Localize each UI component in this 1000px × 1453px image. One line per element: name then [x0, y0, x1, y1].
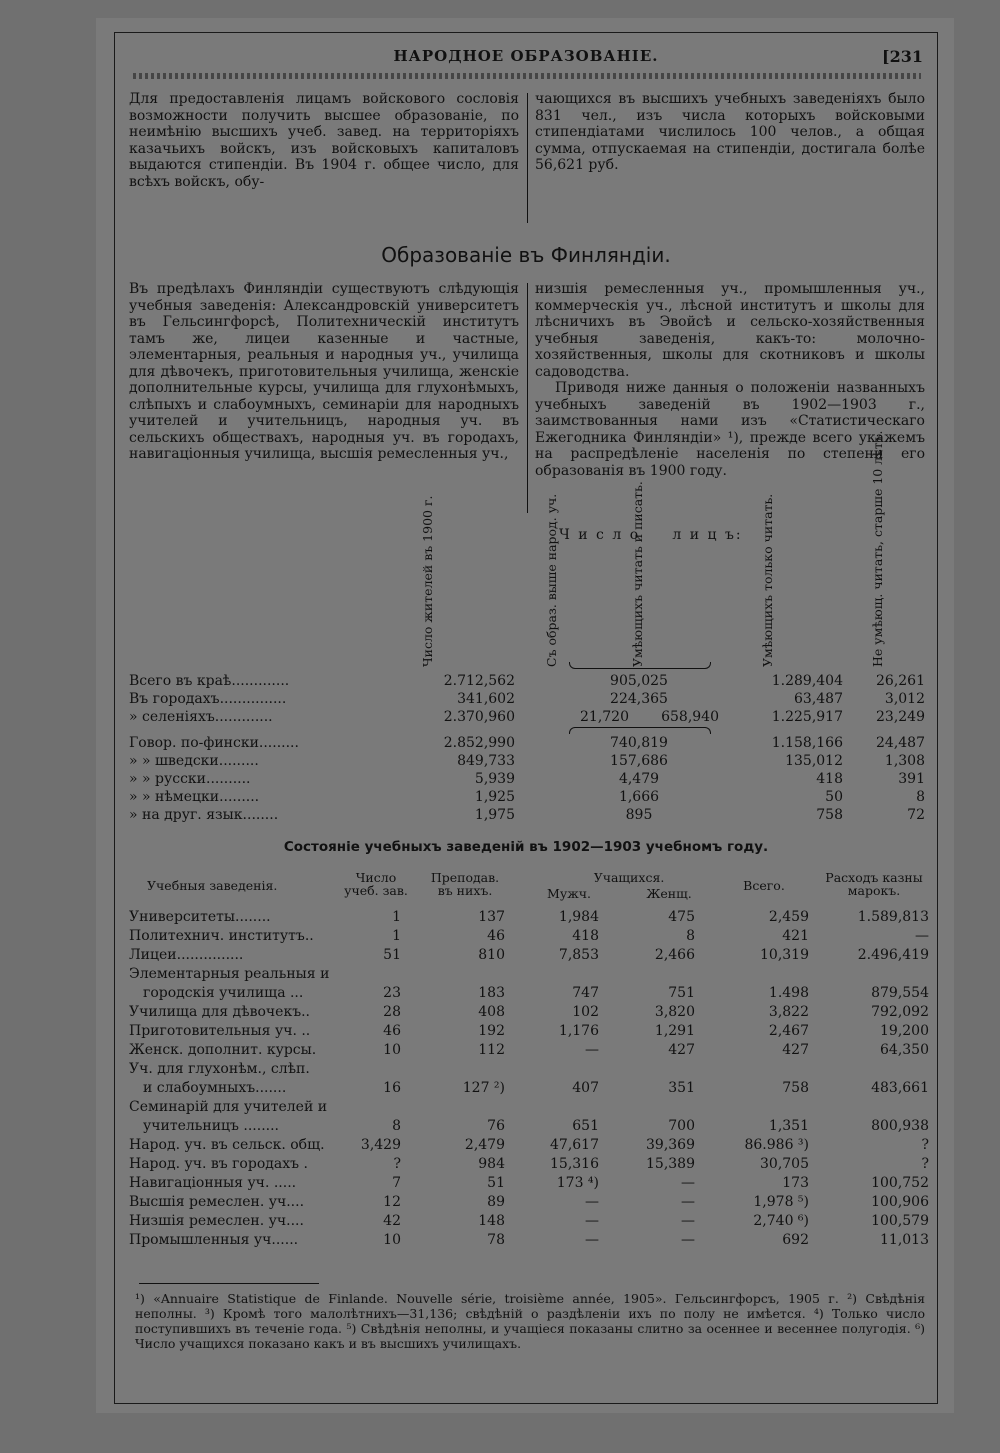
- cell-pop: 2.712,562: [443, 673, 515, 689]
- table-row: [129, 1232, 949, 1252]
- cell-count: 10: [383, 1042, 401, 1058]
- cell-read: 50: [825, 789, 843, 805]
- table1-group-header: Ч и с л о л и ц ъ:: [559, 527, 743, 543]
- cell-male: 1,984: [558, 909, 599, 925]
- cell-teachers: 408: [478, 1004, 505, 1020]
- cell-merged: 4,479: [618, 771, 660, 787]
- cell-pop: 341,602: [457, 691, 515, 707]
- cell-teachers: 46: [487, 928, 505, 944]
- cell-total: 758: [782, 1080, 809, 1096]
- cell-count: 46: [383, 1023, 401, 1039]
- cell-total: 1,351: [768, 1118, 809, 1134]
- cell-expense: 1.589,813: [857, 909, 929, 925]
- cell-female: —: [681, 1194, 695, 1210]
- table-row: [129, 1004, 949, 1024]
- cell-count: 16: [383, 1080, 401, 1096]
- table1-header-illit: Не умѣющ. читать, старше 10 лѣтъ.: [870, 430, 885, 667]
- cell-male: 15,316: [550, 1156, 599, 1172]
- cell-count: 51: [383, 947, 401, 963]
- finland-right-column: [535, 281, 925, 479]
- cell-count: 12: [383, 1194, 401, 1210]
- table-row: [129, 1175, 949, 1195]
- cell-expense: 11,013: [880, 1232, 929, 1248]
- institution-name: Высшія ремеслен. уч....: [129, 1194, 305, 1210]
- table1-header-write: Умѣющихъ читать и писать.: [630, 481, 645, 667]
- table-row: [129, 1194, 949, 1214]
- cell-pop: 1,975: [474, 807, 515, 823]
- institution-name: Элементарныя реальныя и: [129, 966, 330, 982]
- cell-female: 8: [686, 928, 695, 944]
- cell-female: 427: [668, 1042, 695, 1058]
- row-label: » на друг. язык........: [129, 807, 279, 823]
- literacy-table: [129, 430, 929, 827]
- cell-pop: 2.370,960: [443, 709, 515, 725]
- cell-pop: 5,939: [474, 771, 515, 787]
- cell-male: 1,176: [558, 1023, 599, 1039]
- institution-name: Народ. уч. въ городахъ .: [129, 1156, 308, 1172]
- cell-female: 475: [668, 909, 695, 925]
- institution-name: Промышленныя уч......: [129, 1232, 299, 1248]
- cell-expense: 64,350: [880, 1042, 929, 1058]
- cell-total: 692: [782, 1232, 809, 1248]
- institution-name: Училища для дѣвочекъ..: [129, 1004, 311, 1020]
- cell-count: 10: [383, 1232, 401, 1248]
- row-label: » » нѣмецки.........: [129, 789, 260, 805]
- col-header-female: Женщ.: [646, 886, 692, 901]
- cell-read: 418: [816, 771, 843, 787]
- cell-illit: 26,261: [876, 673, 925, 689]
- cell-teachers: 192: [478, 1023, 505, 1039]
- cell-total: 2,459: [768, 909, 809, 925]
- cell-count: 28: [383, 1004, 401, 1020]
- cell-count: 7: [392, 1175, 401, 1191]
- institution-name: Женск. дополнит. курсы.: [129, 1042, 317, 1058]
- running-header: НАРОДНОЕ ОБРАЗОВАНІЕ.: [393, 47, 659, 65]
- cell-teachers: 2,479: [464, 1137, 505, 1153]
- cell-total: 30,705: [760, 1156, 809, 1172]
- cell-count: ?: [393, 1156, 401, 1172]
- cell-illit: 1,308: [884, 753, 925, 769]
- row-label: » селеніяхъ.............: [129, 709, 273, 725]
- institution-name: Народ. уч. въ сельск. общ.: [129, 1137, 325, 1153]
- cell-read: 135,012: [785, 753, 843, 769]
- row-brace: [569, 727, 711, 734]
- column-divider: [527, 93, 528, 223]
- institution-name: Навигаціонныя уч. .....: [129, 1175, 297, 1191]
- row-label: Въ городахъ...............: [129, 691, 287, 707]
- col-header-count: Число учеб. зав.: [344, 870, 408, 898]
- col-header-teachers: Преподав. въ нихъ.: [430, 870, 500, 898]
- row-label: » » шведски.........: [129, 753, 259, 769]
- table-row-continuation: [129, 1118, 949, 1138]
- cell-total: 2,740 ⁶): [753, 1213, 809, 1229]
- cell-expense: ?: [921, 1137, 929, 1153]
- cell-male: —: [585, 1042, 599, 1058]
- table-row: [129, 928, 949, 948]
- cell-illit: 23,249: [876, 709, 925, 725]
- institution-name: Приготовительныя уч. ..: [129, 1023, 311, 1039]
- cell-expense: 792,092: [871, 1004, 929, 1020]
- table-row: [129, 1137, 949, 1157]
- col-header-male: Мужч.: [547, 886, 591, 901]
- table-row: [129, 789, 929, 807]
- table-row-continuation: [129, 1080, 949, 1100]
- cell-illit: 24,487: [876, 735, 925, 751]
- cell-pop: 2.852,990: [443, 735, 515, 751]
- table-row: [129, 709, 929, 727]
- table-row-continuation: [129, 985, 949, 1005]
- institution-name: и слабоумныхъ.......: [143, 1080, 287, 1096]
- footnotes: ¹) «Annuaire Statistique de Finlande. Nouvelle série, troisième année, 1905». Гельсингфорсъ, 1905 г. ²) Свѣдѣнія неполны. ³) Кромѣ того малолѣтнихъ—31,136; свѣдѣній о раздѣленіи ихъ по полу не имѣется. ⁴) Только число поступившихъ въ теченіе года. ⁵) Свѣдѣнія неполны, и учащіеся показаны слитно за осеннее и весеннее полугодія. ⁶) Число учащихся показано какъ и въ высшихъ училищахъ.: [135, 1291, 925, 1351]
- cell-pop: 1,925: [474, 789, 515, 805]
- cell-male: 651: [572, 1118, 599, 1134]
- cell-count: 1: [392, 928, 401, 944]
- cell-read: 1.225,917: [771, 709, 843, 725]
- col-header-students: Учащихся.: [593, 870, 665, 885]
- cell-count: 42: [383, 1213, 401, 1229]
- cell-male: 173 ⁴): [556, 1175, 599, 1191]
- cell-teachers: 148: [478, 1213, 505, 1229]
- book-page: [96, 18, 954, 1413]
- cell-female: 15,389: [646, 1156, 695, 1172]
- cell-total: 86.986 ³): [744, 1137, 809, 1153]
- cell-total: 1,978 ⁵): [753, 1194, 809, 1210]
- cell-male: —: [585, 1213, 599, 1229]
- cell-female: 751: [668, 985, 695, 1001]
- cell-merged: 157,686: [610, 753, 668, 769]
- cell-expense: 100,579: [871, 1213, 929, 1229]
- section-title: Образованіе въ Финляндіи.: [381, 243, 671, 267]
- intro-right-column: чающихся въ высшихъ учебныхъ заведеніяхъ было 831 чел., изъ числа которыхъ войсковыми стипендіатами числилось 100 челов., а общая сумма, отпускаемая на стипендіи, достигала болѣе 56,621 руб.: [535, 91, 925, 173]
- cell-male: —: [585, 1232, 599, 1248]
- cell-expense: 879,554: [871, 985, 929, 1001]
- institution-name: Лицеи...............: [129, 947, 244, 963]
- cell-total: 173: [782, 1175, 809, 1191]
- cell-female: —: [681, 1232, 695, 1248]
- cell-teachers: 112: [478, 1042, 505, 1058]
- institution-name: Университеты........: [129, 909, 271, 925]
- cell-merged: 224,365: [610, 691, 668, 707]
- table-row: [129, 1156, 949, 1176]
- intro-left-column: Для предоставленія лицамъ войскового сословія возможности получить высшее образованіе, по неимѣнію высшихъ учеб. завед. на территоріяхъ казачьихъ войскъ, изъ войсковыхъ капиталовъ выдаются стипендіи. Въ 1904 г. общее число, для всѣхъ войскъ, обу-: [129, 91, 519, 190]
- institution-name: Политехнич. институтъ..: [129, 928, 314, 944]
- table-row: [129, 1061, 949, 1081]
- table-row: [129, 673, 929, 691]
- cell-illit: 8: [916, 789, 925, 805]
- cell-male: 7,853: [558, 947, 599, 963]
- institution-name: Семинарій для учителей и: [129, 1099, 328, 1115]
- cell-teachers: 78: [487, 1232, 505, 1248]
- cell-female: 700: [668, 1118, 695, 1134]
- cell-expense: 19,200: [880, 1023, 929, 1039]
- cell-expense: —: [915, 928, 929, 944]
- cell-merged: 905,025: [610, 673, 668, 689]
- cell-illit: 391: [898, 771, 925, 787]
- cell-read: 1.158,166: [771, 735, 843, 751]
- table-row: [129, 966, 949, 986]
- row-label: » » русски..........: [129, 771, 251, 787]
- cell-expense: 2.496,419: [857, 947, 929, 963]
- cell-female: 39,369: [646, 1137, 695, 1153]
- cell-female: 3,820: [654, 1004, 695, 1020]
- table-row: [129, 1023, 949, 1043]
- table-row: [129, 753, 929, 771]
- cell-teachers: 137: [478, 909, 505, 925]
- cell-teachers: 183: [478, 985, 505, 1001]
- table-row: [129, 691, 929, 709]
- wavy-rule: [133, 73, 921, 79]
- cell-teachers: 127 ²): [462, 1080, 505, 1096]
- table-row: [129, 771, 929, 789]
- cell-total: 2,467: [768, 1023, 809, 1039]
- institution-name: Низшія ремеслен. уч....: [129, 1213, 304, 1229]
- cell-edu: 21,720: [580, 709, 629, 725]
- cell-male: 418: [572, 928, 599, 944]
- cell-total: 421: [782, 928, 809, 944]
- cell-write: 658,940: [661, 709, 719, 725]
- col-header-name: Учебныя заведенія.: [147, 878, 278, 893]
- table1-header-read: Умѣющихъ только читать.: [760, 493, 775, 667]
- footnote-rule: [139, 1283, 319, 1284]
- table-row: [129, 947, 949, 967]
- col-header-total: Всего.: [743, 878, 785, 893]
- institution-name: учительницъ ........: [143, 1118, 279, 1134]
- cell-count: 3,429: [360, 1137, 401, 1153]
- cell-count: 8: [392, 1118, 401, 1134]
- cell-total: 10,319: [760, 947, 809, 963]
- cell-expense: ?: [921, 1156, 929, 1172]
- finland-right-p1: низшія ремесленныя уч., промышленныя уч., коммерческія уч., лѣсной институтъ и школы для лѣсничихъ въ Эвойсѣ и сельско-хозяйственныя учебныя заведенія, какъ-то: молочно-хозяйственныя, школы для скотниковъ и школы садоводства.: [535, 281, 925, 380]
- col-header-expense: Расходъ казны марокъ.: [825, 870, 923, 898]
- cell-illit: 3,012: [884, 691, 925, 707]
- row-label: Всего въ краѣ.............: [129, 673, 290, 689]
- cell-teachers: 89: [487, 1194, 505, 1210]
- cell-illit: 72: [907, 807, 925, 823]
- cell-male: —: [585, 1194, 599, 1210]
- table-row: [129, 735, 929, 753]
- finland-left-column: Въ предѣлахъ Финляндіи существуютъ слѣдующія учебныя заведенія: Александровскій университетъ въ Гельсингфорсѣ, Политехническій институтъ тамъ же, лицеи казенные и частные, элементарныя, реальныя и народныя уч., училища для дѣвочекъ, приготовительныя училища, женскіе дополнительные курсы, училища для глухонѣмыхъ, слѣпыхъ и слабоумныхъ, семинаріи для народныхъ учителей и учительницъ, народныя уч. въ сельскихъ обществахъ, народныя уч. въ городахъ, навигаціонныя училища, высшія ремесленныя уч.,: [129, 281, 519, 462]
- cell-female: 1,291: [654, 1023, 695, 1039]
- cell-count: 23: [383, 985, 401, 1001]
- cell-expense: 100,752: [871, 1175, 929, 1191]
- cell-teachers: 51: [487, 1175, 505, 1191]
- cell-expense: 800,938: [871, 1118, 929, 1134]
- cell-female: 351: [668, 1080, 695, 1096]
- finland-right-p2: Приводя ниже данныя о положеніи названныхъ учебныхъ заведеній въ 1902—1903 г., заимствованныя нами изъ «Статистическаго Ежегодника Финляндіи» ¹), прежде всего укажемъ на распредѣленіе населенія по степени его образованія въ 1900 году.: [535, 380, 925, 479]
- cell-expense: 483,661: [871, 1080, 929, 1096]
- table-row: [129, 909, 949, 929]
- institutions-table: [129, 865, 939, 1275]
- column-divider: [527, 283, 528, 513]
- cell-pop: 849,733: [457, 753, 515, 769]
- table-row: [129, 1099, 949, 1119]
- cell-total: 1.498: [768, 985, 809, 1001]
- cell-male: 47,617: [550, 1137, 599, 1153]
- cell-female: —: [681, 1213, 695, 1229]
- page-number: [231: [882, 47, 923, 66]
- cell-teachers: 76: [487, 1118, 505, 1134]
- header-brace: [569, 662, 711, 669]
- cell-total: 427: [782, 1042, 809, 1058]
- cell-count: 1: [392, 909, 401, 925]
- institution-name: городскія училища ...: [143, 985, 304, 1001]
- cell-female: —: [681, 1175, 695, 1191]
- cell-male: 407: [572, 1080, 599, 1096]
- table-row: [129, 1042, 949, 1062]
- cell-teachers: 810: [478, 947, 505, 963]
- table-row: [129, 807, 929, 825]
- cell-read: 1.289,404: [771, 673, 843, 689]
- cell-male: 747: [572, 985, 599, 1001]
- cell-expense: 100,906: [871, 1194, 929, 1210]
- page-frame: [114, 32, 938, 1404]
- table-row: [129, 1213, 949, 1233]
- cell-female: 2,466: [654, 947, 695, 963]
- table1-header-edu: Съ образ. выше народ. уч.: [544, 493, 559, 667]
- table1-header-pop: Число жителей въ 1900 г.: [420, 495, 435, 667]
- cell-read: 758: [816, 807, 843, 823]
- institution-name: Уч. для глухонѣм., слѣп.: [129, 1061, 310, 1077]
- cell-teachers: 984: [478, 1156, 505, 1172]
- table2-title: Состояніе учебныхъ заведеній въ 1902—1903 учебномъ году.: [283, 839, 769, 855]
- cell-male: 102: [572, 1004, 599, 1020]
- cell-total: 3,822: [768, 1004, 809, 1020]
- cell-merged: 740,819: [610, 735, 668, 751]
- cell-merged: 1,666: [618, 789, 660, 805]
- cell-read: 63,487: [794, 691, 843, 707]
- cell-merged: 895: [625, 807, 653, 823]
- row-label: Говор. по-фински.........: [129, 735, 299, 751]
